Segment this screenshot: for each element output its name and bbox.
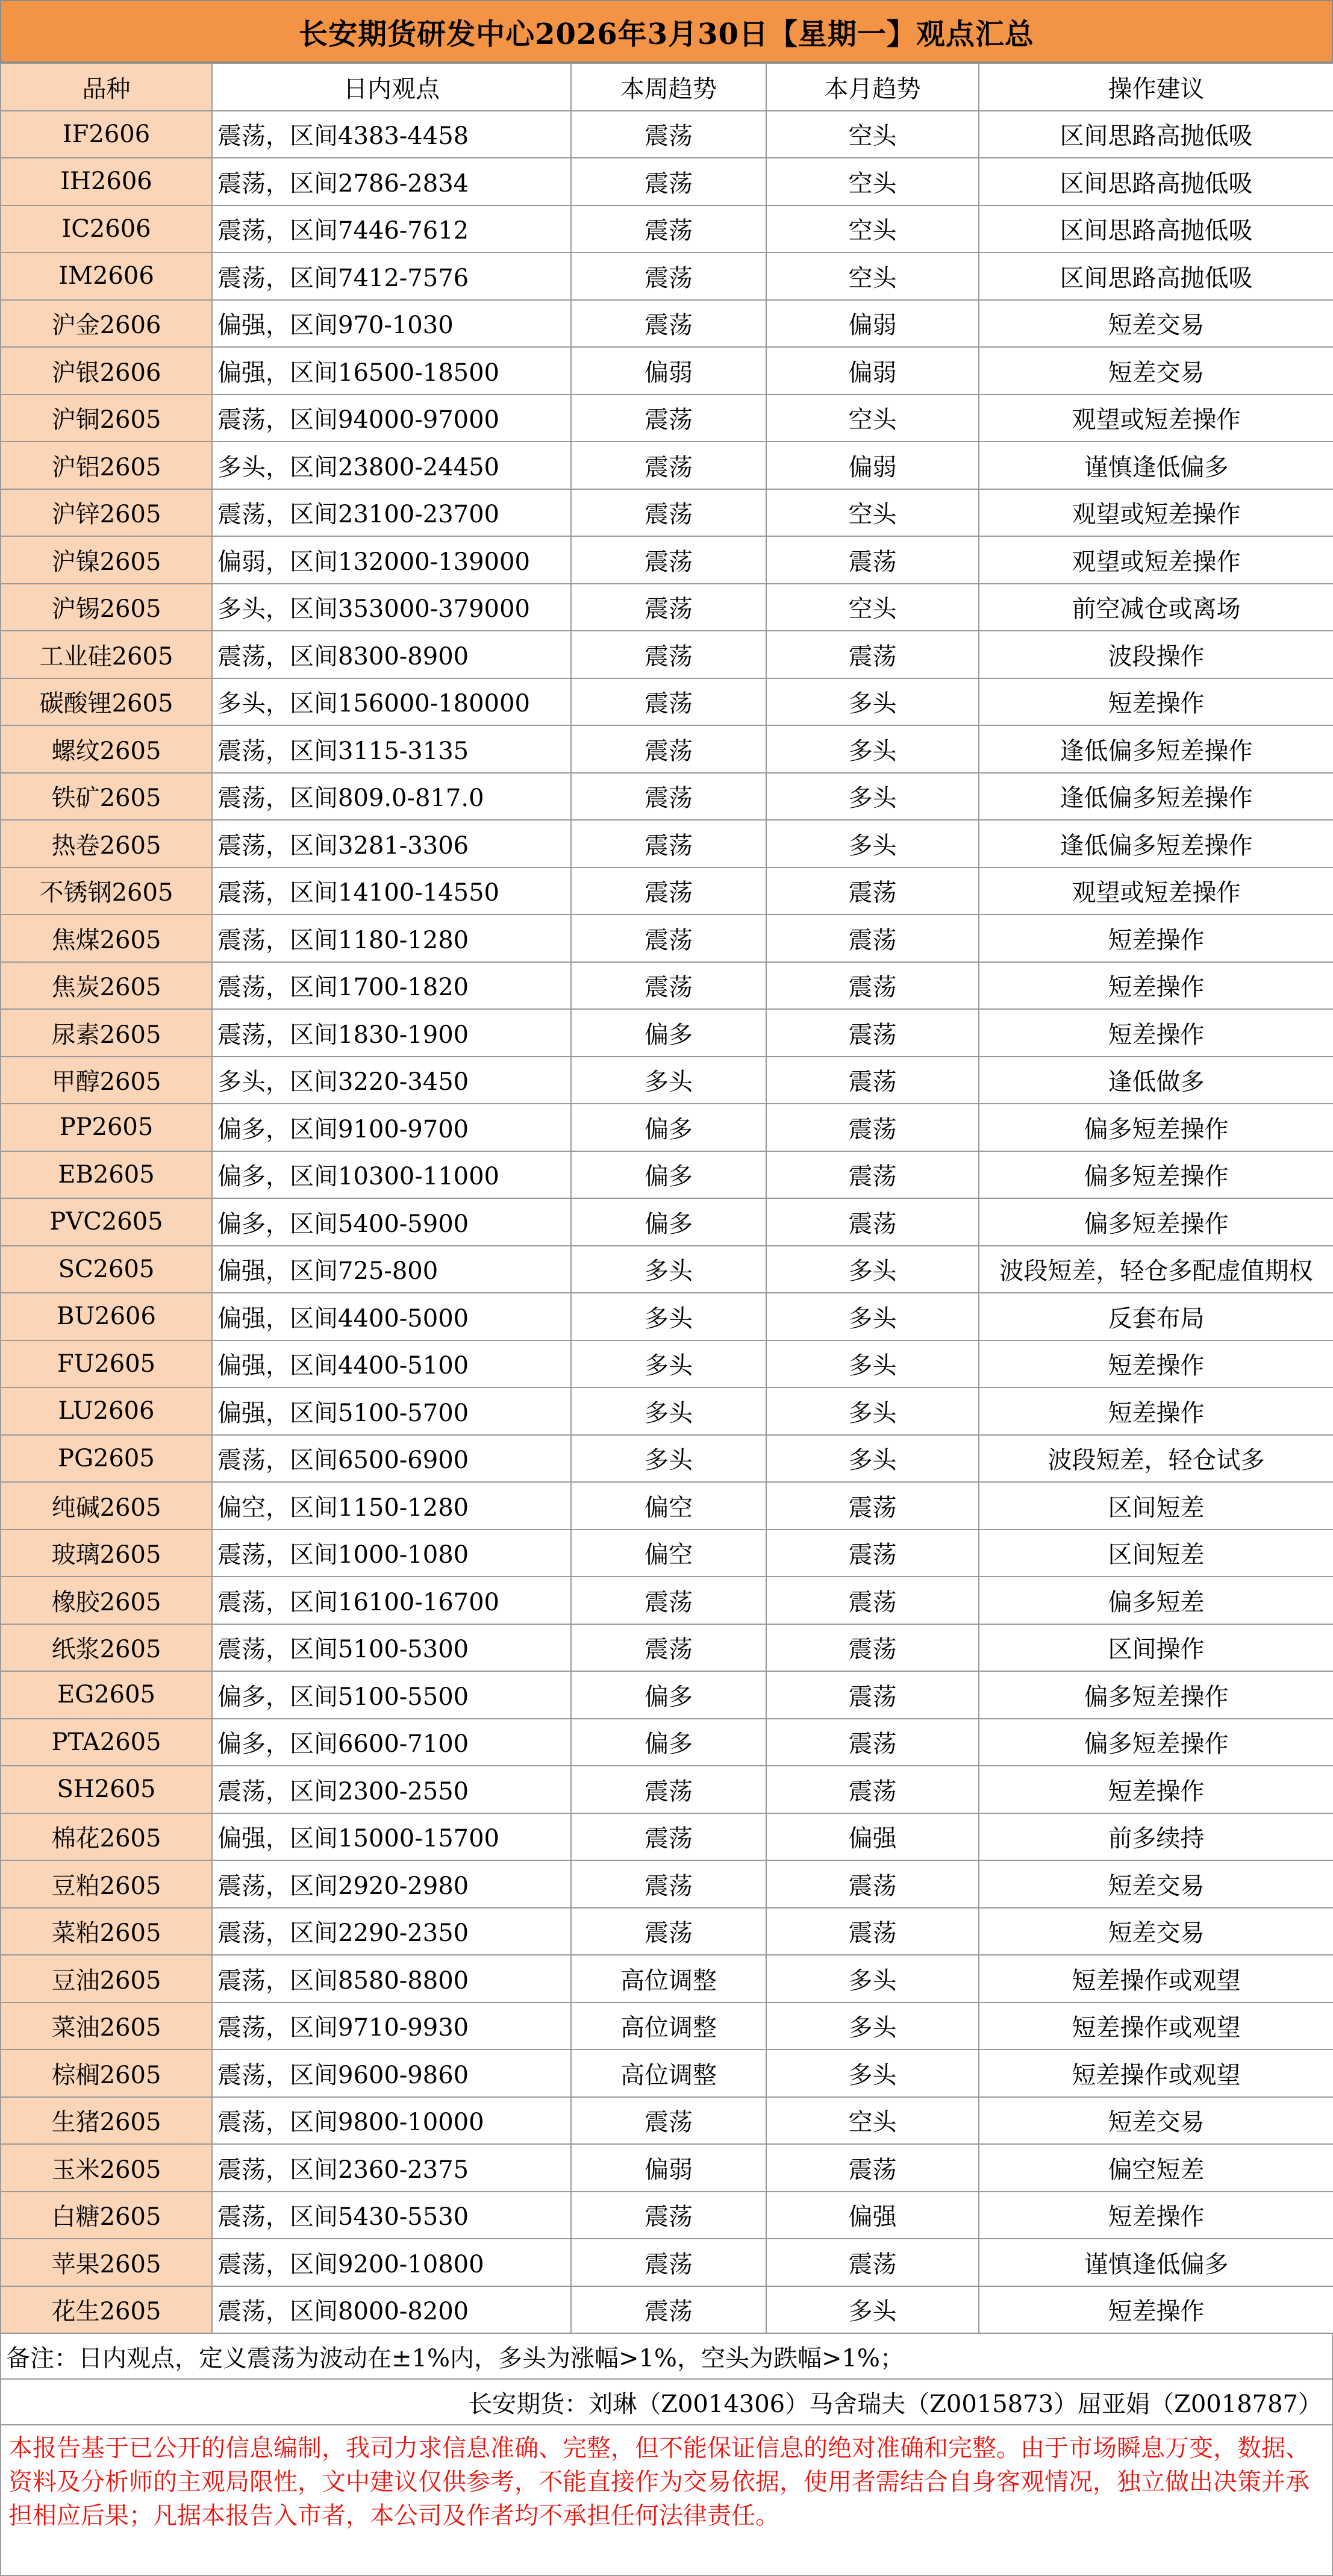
monthly-trend: 震荡 <box>766 1530 979 1577</box>
weekly-trend: 多头 <box>571 1057 766 1104</box>
intraday-view: 震荡，区间5100-5300 <box>212 1624 571 1672</box>
commodity-name: 铁矿2605 <box>1 773 212 821</box>
monthly-trend: 震荡 <box>766 868 979 915</box>
weekly-trend: 震荡 <box>571 158 766 205</box>
commodity-name: 碳酸锂2605 <box>1 678 212 726</box>
operation-advice: 短差操作或观望 <box>979 2002 1333 2050</box>
monthly-trend: 空头 <box>766 205 979 253</box>
intraday-view: 震荡，区间8000-8200 <box>212 2286 571 2334</box>
weekly-trend: 多头 <box>571 1293 766 1340</box>
weekly-trend: 偏空 <box>571 1530 766 1577</box>
commodity-name: 玻璃2605 <box>1 1530 212 1577</box>
commodity-name: 纸浆2605 <box>1 1624 212 1672</box>
commodity-name: 沪锌2605 <box>1 489 212 537</box>
commodity-name: 豆粕2605 <box>1 1860 212 1908</box>
monthly-trend: 偏弱 <box>766 300 979 348</box>
disclaimer-text: 本报告基于已公开的信息编制，我司力求信息准确、完整，但不能保证信息的绝对准确和完整。由于市场瞬息万变，数据、资料及分析师的主观局限性，文中建议仅供参考，不能直接作为交易依据，使用者需结合自身客观情况，独立做出决策并承担相应后果；凡据本报告入市者，本公司及作者均不承担任何法律责任。 <box>0 2425 1333 2576</box>
monthly-trend: 震荡 <box>766 962 979 1010</box>
weekly-trend: 震荡 <box>571 536 766 584</box>
report-title: 长安期货研发中心2026年3月30日【星期一】观点汇总 <box>0 0 1333 63</box>
commodity-name: IF2606 <box>1 111 212 158</box>
monthly-trend: 多头 <box>766 678 979 726</box>
intraday-view: 震荡，区间1830-1900 <box>212 1009 571 1057</box>
table-row <box>1 1955 1333 2002</box>
weekly-trend: 震荡 <box>571 205 766 253</box>
weekly-trend: 偏多 <box>571 1009 766 1057</box>
operation-advice: 前空减仓或离场 <box>979 584 1333 631</box>
intraday-view: 震荡，区间3115-3135 <box>212 725 571 773</box>
operation-advice: 短差操作 <box>979 914 1333 962</box>
operation-advice: 观望或短差操作 <box>979 868 1333 915</box>
monthly-trend: 多头 <box>766 1387 979 1435</box>
commodity-name: PTA2605 <box>1 1719 212 1766</box>
table-row <box>1 300 1333 348</box>
table-row <box>1 1246 1333 1293</box>
intraday-view: 震荡，区间2920-2980 <box>212 1860 571 1908</box>
monthly-trend: 多头 <box>766 1340 979 1388</box>
table-row <box>1 1435 1333 1483</box>
commodity-name: 沪银2606 <box>1 347 212 395</box>
monthly-trend: 震荡 <box>766 1057 979 1104</box>
intraday-view: 偏强，区间970-1030 <box>212 300 571 348</box>
table-row <box>1 442 1333 489</box>
commodity-name: 菜粕2605 <box>1 1908 212 1955</box>
operation-advice: 短差操作或观望 <box>979 1955 1333 2002</box>
weekly-trend: 震荡 <box>571 1813 766 1861</box>
weekly-trend: 偏空 <box>571 1482 766 1530</box>
monthly-trend: 多头 <box>766 2286 979 2334</box>
monthly-trend: 震荡 <box>766 1908 979 1955</box>
monthly-trend: 多头 <box>766 2049 979 2097</box>
commodity-name: IM2606 <box>1 252 212 300</box>
weekly-trend: 多头 <box>571 1435 766 1483</box>
monthly-trend: 空头 <box>766 2097 979 2145</box>
operation-advice: 谨慎逢低偏多 <box>979 442 1333 489</box>
weekly-trend: 震荡 <box>571 489 766 537</box>
monthly-trend: 空头 <box>766 158 979 205</box>
intraday-view: 震荡，区间8300-8900 <box>212 631 571 678</box>
intraday-view: 震荡，区间7446-7612 <box>212 205 571 253</box>
monthly-trend: 多头 <box>766 2002 979 2050</box>
operation-advice: 短差交易 <box>979 1908 1333 1955</box>
commodity-name: 焦炭2605 <box>1 962 212 1010</box>
intraday-view: 震荡，区间1180-1280 <box>212 914 571 962</box>
monthly-trend: 震荡 <box>766 1482 979 1530</box>
monthly-trend: 多头 <box>766 1246 979 1293</box>
commodity-name: 菜油2605 <box>1 2002 212 2050</box>
commodity-name: 沪镍2605 <box>1 536 212 584</box>
intraday-view: 震荡，区间2786-2834 <box>212 158 571 205</box>
commodity-name: IH2606 <box>1 158 212 205</box>
intraday-view: 震荡，区间1700-1820 <box>212 962 571 1010</box>
operation-advice: 波段短差，轻仓试多 <box>979 1435 1333 1483</box>
header-month: 本月趋势 <box>766 63 979 111</box>
weekly-trend: 震荡 <box>571 1766 766 1813</box>
header-week: 本周趋势 <box>571 63 766 111</box>
weekly-trend: 高位调整 <box>571 1955 766 2002</box>
monthly-trend: 震荡 <box>766 1009 979 1057</box>
weekly-trend: 震荡 <box>571 914 766 962</box>
weekly-trend: 偏多 <box>571 1198 766 1246</box>
commodity-name: 螺纹2605 <box>1 725 212 773</box>
table-row <box>1 395 1333 442</box>
operation-advice: 偏多短差操作 <box>979 1719 1333 1766</box>
monthly-trend: 多头 <box>766 1435 979 1483</box>
commodity-name: 橡胶2605 <box>1 1577 212 1624</box>
operation-advice: 偏空短差 <box>979 2144 1333 2192</box>
weekly-trend: 震荡 <box>571 868 766 915</box>
monthly-trend: 多头 <box>766 820 979 868</box>
table-row <box>1 2239 1333 2286</box>
commodity-name: SC2605 <box>1 1246 212 1293</box>
table-row <box>1 1624 1333 1672</box>
weekly-trend: 高位调整 <box>571 2049 766 2097</box>
operation-advice: 逢低偏多短差操作 <box>979 820 1333 868</box>
monthly-trend: 震荡 <box>766 1766 979 1813</box>
operation-advice: 区间短差 <box>979 1482 1333 1530</box>
monthly-trend: 偏弱 <box>766 442 979 489</box>
monthly-trend: 震荡 <box>766 1624 979 1672</box>
intraday-view: 偏强，区间4400-5000 <box>212 1293 571 1340</box>
intraday-view: 偏弱，区间132000-139000 <box>212 536 571 584</box>
monthly-trend: 震荡 <box>766 1104 979 1151</box>
monthly-trend: 震荡 <box>766 2239 979 2286</box>
intraday-view: 震荡，区间2360-2375 <box>212 2144 571 2192</box>
table-row <box>1 1387 1333 1435</box>
table-row <box>1 489 1333 537</box>
table-row <box>1 2097 1333 2145</box>
weekly-trend: 高位调整 <box>571 2002 766 2050</box>
monthly-trend: 震荡 <box>766 914 979 962</box>
table-row <box>1 1577 1333 1624</box>
table-row <box>1 1671 1333 1719</box>
intraday-view: 震荡，区间4383-4458 <box>212 111 571 158</box>
monthly-trend: 空头 <box>766 252 979 300</box>
table-row <box>1 820 1333 868</box>
commodity-name: 白糖2605 <box>1 2192 212 2239</box>
table-row <box>1 1104 1333 1151</box>
table-row <box>1 2049 1333 2097</box>
intraday-view: 偏强，区间4400-5100 <box>212 1340 571 1388</box>
monthly-trend: 空头 <box>766 584 979 631</box>
intraday-view: 多头，区间353000-379000 <box>212 584 571 631</box>
header-intraday: 日内观点 <box>212 63 571 111</box>
commodity-name: 甲醇2605 <box>1 1057 212 1104</box>
table-row <box>1 1482 1333 1530</box>
table-row <box>1 1009 1333 1057</box>
weekly-trend: 偏多 <box>571 1104 766 1151</box>
operation-advice: 短差操作 <box>979 1009 1333 1057</box>
weekly-trend: 震荡 <box>571 2192 766 2239</box>
weekly-trend: 震荡 <box>571 631 766 678</box>
authors-line: 长安期货：刘琳（Z0014306）马舍瑞夫（Z0015873）屈亚娟（Z0018787） <box>0 2380 1333 2425</box>
operation-advice: 观望或短差操作 <box>979 395 1333 442</box>
intraday-view: 震荡，区间2300-2550 <box>212 1766 571 1813</box>
weekly-trend: 震荡 <box>571 442 766 489</box>
monthly-trend: 偏强 <box>766 2192 979 2239</box>
table-row <box>1 1198 1333 1246</box>
intraday-view: 震荡，区间7412-7576 <box>212 252 571 300</box>
weekly-trend: 震荡 <box>571 252 766 300</box>
monthly-trend: 震荡 <box>766 2144 979 2192</box>
weekly-trend: 震荡 <box>571 1860 766 1908</box>
table-row <box>1 678 1333 726</box>
weekly-trend: 震荡 <box>571 2097 766 2145</box>
intraday-view: 震荡，区间3281-3306 <box>212 820 571 868</box>
monthly-trend: 震荡 <box>766 1151 979 1199</box>
commodity-name: PP2605 <box>1 1104 212 1151</box>
operation-advice: 偏多短差 <box>979 1577 1333 1624</box>
operation-advice: 偏多短差操作 <box>979 1104 1333 1151</box>
commodity-name: 花生2605 <box>1 2286 212 2334</box>
intraday-view: 震荡，区间6500-6900 <box>212 1435 571 1483</box>
weekly-trend: 偏多 <box>571 1719 766 1766</box>
intraday-view: 多头，区间23800-24450 <box>212 442 571 489</box>
intraday-view: 震荡，区间1000-1080 <box>212 1530 571 1577</box>
commodity-name: 豆油2605 <box>1 1955 212 2002</box>
intraday-view: 震荡，区间8580-8800 <box>212 1955 571 2002</box>
monthly-trend: 偏弱 <box>766 347 979 395</box>
monthly-trend: 多头 <box>766 725 979 773</box>
commodity-name: 生猪2605 <box>1 2097 212 2145</box>
weekly-trend: 震荡 <box>571 2286 766 2334</box>
commodity-name: 焦煤2605 <box>1 914 212 962</box>
table-body <box>1 111 1333 2334</box>
table-row <box>1 1530 1333 1577</box>
header-name: 品种 <box>1 63 212 111</box>
intraday-view: 偏强，区间5100-5700 <box>212 1387 571 1435</box>
intraday-view: 震荡，区间16100-16700 <box>212 1577 571 1624</box>
monthly-trend: 多头 <box>766 1293 979 1340</box>
commodity-name: 热卷2605 <box>1 820 212 868</box>
operation-advice: 区间思路高抛低吸 <box>979 158 1333 205</box>
monthly-trend: 震荡 <box>766 1198 979 1246</box>
operation-advice: 区间思路高抛低吸 <box>979 252 1333 300</box>
commodity-name: EG2605 <box>1 1671 212 1719</box>
table-row <box>1 536 1333 584</box>
table-row <box>1 2002 1333 2050</box>
operation-advice: 逢低偏多短差操作 <box>979 725 1333 773</box>
weekly-trend: 震荡 <box>571 111 766 158</box>
intraday-view: 偏强，区间725-800 <box>212 1246 571 1293</box>
intraday-view: 偏多，区间10300-11000 <box>212 1151 571 1199</box>
intraday-view: 多头，区间156000-180000 <box>212 678 571 726</box>
commodity-name: 沪铜2605 <box>1 395 212 442</box>
header-advice: 操作建议 <box>979 63 1333 111</box>
weekly-trend: 多头 <box>571 1340 766 1388</box>
table-row <box>1 1151 1333 1199</box>
table-row <box>1 725 1333 773</box>
table-row <box>1 1719 1333 1766</box>
operation-advice: 谨慎逢低偏多 <box>979 2239 1333 2286</box>
commodity-name: 工业硅2605 <box>1 631 212 678</box>
intraday-view: 震荡，区间23100-23700 <box>212 489 571 537</box>
monthly-trend: 震荡 <box>766 1719 979 1766</box>
operation-advice: 波段操作 <box>979 631 1333 678</box>
commodity-name: IC2606 <box>1 205 212 253</box>
operation-advice: 观望或短差操作 <box>979 536 1333 584</box>
intraday-view: 偏多，区间5100-5500 <box>212 1671 571 1719</box>
weekly-trend: 震荡 <box>571 773 766 821</box>
commodity-name: PG2605 <box>1 1435 212 1483</box>
commodity-name: 沪锡2605 <box>1 584 212 631</box>
commodity-name: SH2605 <box>1 1766 212 1813</box>
intraday-view: 多头，区间3220-3450 <box>212 1057 571 1104</box>
table-row <box>1 2286 1333 2334</box>
operation-advice: 逢低做多 <box>979 1057 1333 1104</box>
intraday-view: 震荡，区间9710-9930 <box>212 2002 571 2050</box>
table-row <box>1 2144 1333 2192</box>
operation-advice: 短差操作 <box>979 1387 1333 1435</box>
weekly-trend: 震荡 <box>571 395 766 442</box>
operation-advice: 短差操作 <box>979 1766 1333 1813</box>
intraday-view: 偏强，区间15000-15700 <box>212 1813 571 1861</box>
table-header-row <box>1 63 1333 111</box>
weekly-trend: 震荡 <box>571 962 766 1010</box>
operation-advice: 短差操作 <box>979 2192 1333 2239</box>
intraday-view: 偏多，区间9100-9700 <box>212 1104 571 1151</box>
views-table <box>0 63 1333 2334</box>
operation-advice: 短差操作 <box>979 1340 1333 1388</box>
commodity-name: 尿素2605 <box>1 1009 212 1057</box>
operation-advice: 短差交易 <box>979 2097 1333 2145</box>
commodity-name: FU2605 <box>1 1340 212 1388</box>
commodity-name: LU2606 <box>1 1387 212 1435</box>
intraday-view: 震荡，区间9800-10000 <box>212 2097 571 2145</box>
weekly-trend: 震荡 <box>571 584 766 631</box>
weekly-trend: 震荡 <box>571 1908 766 1955</box>
weekly-trend: 震荡 <box>571 300 766 348</box>
operation-advice: 区间思路高抛低吸 <box>979 111 1333 158</box>
monthly-trend: 震荡 <box>766 1577 979 1624</box>
table-row <box>1 1813 1333 1861</box>
intraday-view: 震荡，区间14100-14550 <box>212 868 571 915</box>
weekly-trend: 震荡 <box>571 1577 766 1624</box>
table-row <box>1 1340 1333 1388</box>
table-row <box>1 252 1333 300</box>
table-row <box>1 1860 1333 1908</box>
table-row <box>1 773 1333 821</box>
table-row <box>1 2192 1333 2239</box>
footnote: 备注：日内观点，定义震荡为波动在±1%内，多头为涨幅>1%，空头为跌幅>1%； <box>0 2334 1333 2380</box>
monthly-trend: 偏强 <box>766 1813 979 1861</box>
monthly-trend: 震荡 <box>766 1860 979 1908</box>
commodity-name: 棕榈2605 <box>1 2049 212 2097</box>
intraday-view: 震荡，区间9200-10800 <box>212 2239 571 2286</box>
operation-advice: 区间操作 <box>979 1624 1333 1672</box>
intraday-view: 震荡，区间94000-97000 <box>212 395 571 442</box>
weekly-trend: 震荡 <box>571 725 766 773</box>
weekly-trend: 偏弱 <box>571 347 766 395</box>
commodity-name: PVC2605 <box>1 1198 212 1246</box>
weekly-trend: 偏多 <box>571 1151 766 1199</box>
operation-advice: 短差操作 <box>979 2286 1333 2334</box>
table-row <box>1 1766 1333 1813</box>
operation-advice: 短差操作 <box>979 962 1333 1010</box>
operation-advice: 前多续持 <box>979 1813 1333 1861</box>
commodity-name: 苹果2605 <box>1 2239 212 2286</box>
commodity-name: EB2605 <box>1 1151 212 1199</box>
operation-advice: 短差交易 <box>979 300 1333 348</box>
weekly-trend: 震荡 <box>571 2239 766 2286</box>
operation-advice: 偏多短差操作 <box>979 1151 1333 1199</box>
weekly-trend: 偏弱 <box>571 2144 766 2192</box>
monthly-trend: 空头 <box>766 395 979 442</box>
table-row <box>1 347 1333 395</box>
weekly-trend: 偏多 <box>571 1671 766 1719</box>
monthly-trend: 多头 <box>766 773 979 821</box>
table-row <box>1 1908 1333 1955</box>
commodity-name: 沪金2606 <box>1 300 212 348</box>
weekly-trend: 震荡 <box>571 678 766 726</box>
intraday-view: 震荡，区间5430-5530 <box>212 2192 571 2239</box>
table-row <box>1 868 1333 915</box>
monthly-trend: 震荡 <box>766 1671 979 1719</box>
operation-advice: 逢低偏多短差操作 <box>979 773 1333 821</box>
monthly-trend: 空头 <box>766 489 979 537</box>
table-row <box>1 1057 1333 1104</box>
operation-advice: 偏多短差操作 <box>979 1198 1333 1246</box>
table-row <box>1 1293 1333 1340</box>
monthly-trend: 多头 <box>766 1955 979 2002</box>
weekly-trend: 多头 <box>571 1246 766 1293</box>
operation-advice: 区间思路高抛低吸 <box>979 205 1333 253</box>
commodity-name: BU2606 <box>1 1293 212 1340</box>
weekly-trend: 多头 <box>571 1387 766 1435</box>
monthly-trend: 震荡 <box>766 536 979 584</box>
operation-advice: 偏多短差操作 <box>979 1671 1333 1719</box>
intraday-view: 偏多，区间6600-7100 <box>212 1719 571 1766</box>
table-row <box>1 962 1333 1010</box>
monthly-trend: 空头 <box>766 111 979 158</box>
intraday-view: 偏空，区间1150-1280 <box>212 1482 571 1530</box>
commodity-name: 纯碱2605 <box>1 1482 212 1530</box>
intraday-view: 震荡，区间9600-9860 <box>212 2049 571 2097</box>
intraday-view: 震荡，区间2290-2350 <box>212 1908 571 1955</box>
commodity-name: 棉花2605 <box>1 1813 212 1861</box>
operation-advice: 反套布局 <box>979 1293 1333 1340</box>
intraday-view: 偏强，区间16500-18500 <box>212 347 571 395</box>
table-row <box>1 111 1333 158</box>
table-row <box>1 914 1333 962</box>
commodity-name: 玉米2605 <box>1 2144 212 2192</box>
table-row <box>1 205 1333 253</box>
commodity-name: 沪铝2605 <box>1 442 212 489</box>
table-row <box>1 584 1333 631</box>
monthly-trend: 震荡 <box>766 631 979 678</box>
operation-advice: 短差交易 <box>979 1860 1333 1908</box>
weekly-trend: 震荡 <box>571 1624 766 1672</box>
operation-advice: 短差操作或观望 <box>979 2049 1333 2097</box>
intraday-view: 震荡，区间809.0-817.0 <box>212 773 571 821</box>
operation-advice: 短差交易 <box>979 347 1333 395</box>
table-row <box>1 158 1333 205</box>
operation-advice: 区间短差 <box>979 1530 1333 1577</box>
operation-advice: 短差操作 <box>979 678 1333 726</box>
weekly-trend: 震荡 <box>571 820 766 868</box>
operation-advice: 观望或短差操作 <box>979 489 1333 537</box>
intraday-view: 偏多，区间5400-5900 <box>212 1198 571 1246</box>
operation-advice: 波段短差，轻仓多配虚值期权 <box>979 1246 1333 1293</box>
table-row <box>1 631 1333 678</box>
commodity-name: 不锈钢2605 <box>1 868 212 915</box>
